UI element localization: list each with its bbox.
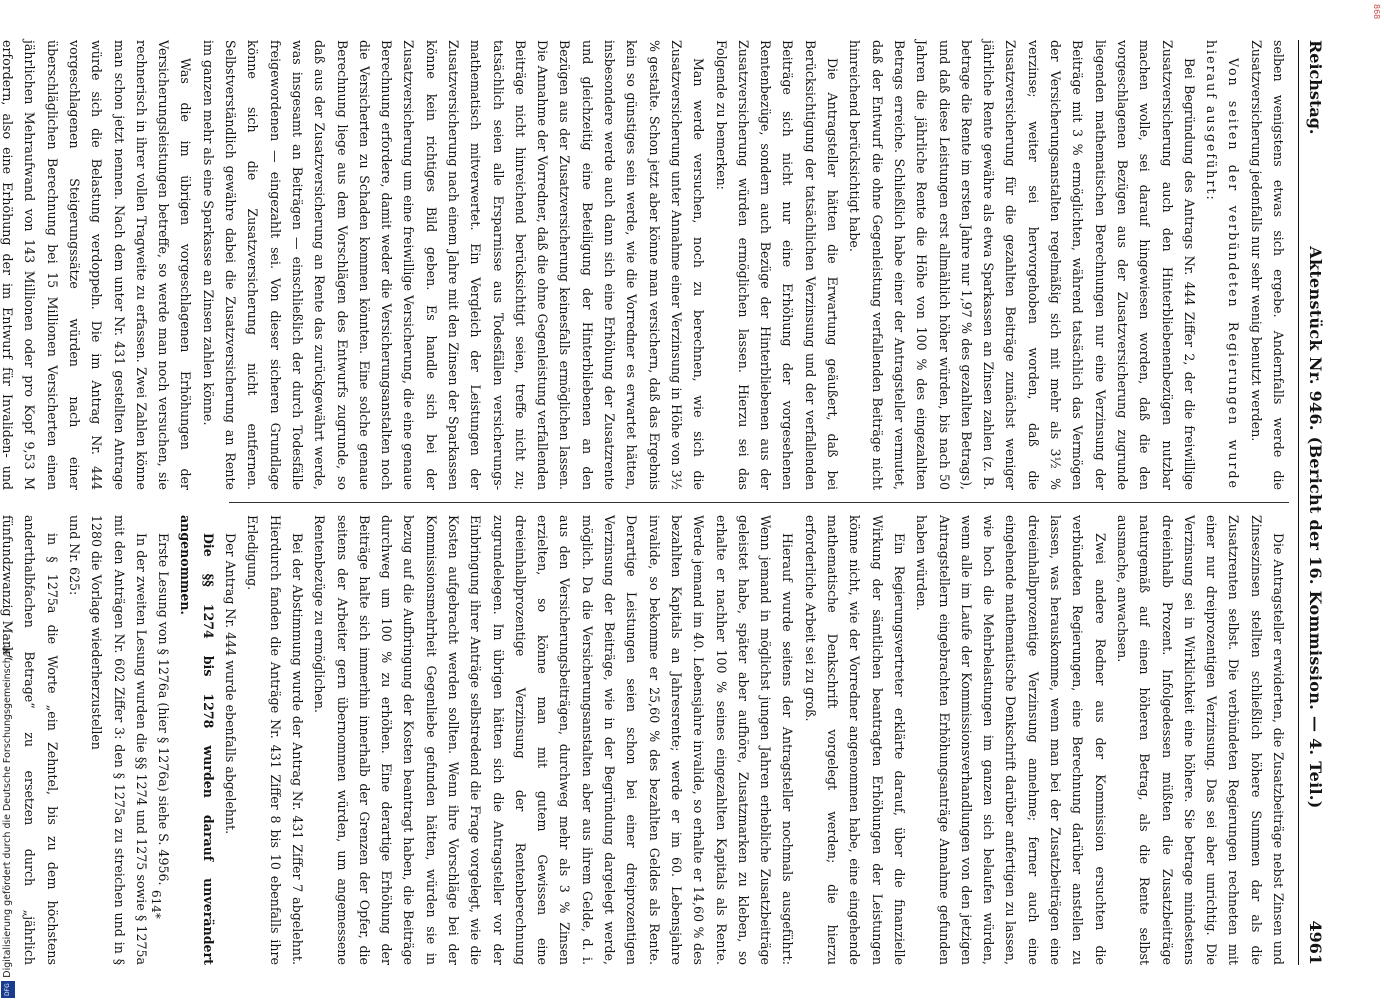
header-left: Reichstag. <box>1306 40 1326 135</box>
paragraph: Von seiten der verbündeten Regierungen wurde hierauf ausgeführt: <box>1204 40 1242 490</box>
credit-text: Digitalisierung gefördert durch die Deutsche Forschungsgemeinschaft - <box>2 638 13 978</box>
paragraph: Bei Begründung des Antrags Nr. 444 Ziffer 2, der die freiwillige Zusatzversicherung auch den Hinterbliebenenbezügen nutzbar machen wolle, sei darauf hingewiesen worden, daß die den vorgeschlagenen Bezügen aus der Zusatzversicherung zugrunde liegenden mathematischen Berechnungen nur eine Verzinsung der Beiträge mit 3 % ermöglichten, während tatsächlich das Vermögen der Versicherungsanstalten regelmäßig sich mit mehr als 3½ % verzinse; weiter sei hervorgehoben worden, daß die Zusatzversicherung für die gezahlten Beiträge zunächst weniger jährliche Rente gewähre als etwa Sparkassen an Zinsen zahlen (z. B. betrage die Rente im ersten Jahre nur 1,97 % des gezahlten Betrags), und daß diese Leistungen erst allmählich höher würden, bis nach 50 Jahren die jährliche Rente die Höhe von 100 % des eingezahlten Betrags erreiche. Schließlich habe einer der Antragsteller vermutet, daß der Entwurf die ohne Gegenleistung verfallenden Beiträge nicht hinreichend berücksichtigt habe. <box>847 40 1197 490</box>
folio-mark: 614* <box>149 890 163 919</box>
header-center: Aktenstück Nr. 946. (Bericht der 16. Kommission. — 4. Teil.) <box>1306 246 1326 809</box>
paragraph: Die §§ 1274 bis 1278 wurden darauf unverändert angenommen. <box>178 515 216 965</box>
paragraph: Erste Lesung von § 1276a (hier § 1276a) siehe S. 4956. <box>156 533 172 886</box>
paragraph: Die Antragsteller erwiderten, die Zusatzbeiträge nebst Zinsen und Zinseszinsen stellten schließlich höhere Summen dar als die Zusatzrenten selbst. Die verbündeten Regierungen rechneten mit einer nur dreiprozentigen Verzinsung. Das sei aber unrichtig. Die Verzinsung sei in Wirklichkeit eine höhere. Sie betrage mindestens dreieinhalb Prozent. Infolgedessen müßten die Zusatzbeiträge naturgemäß auf einen höheren Betrag, als die Rente selbst ausmache, anwachsen. <box>1114 515 1286 965</box>
paragraph: Zwei andere Redner aus der Kommission ersuchten die verbündeten Regierungen, eine Berechnung darüber anstellen zu lassen, was herauskomme, wenn man bei der Zusatzbeiträgen eine dreieinhalbprozentige Verzinsung annehme; ferner auch eine eingehende mathematische Denkschrift darüber anfertigen zu lassen, wie hoch die Mehrbelastungen im ganzen sich belaufen würden, wenn alle im Laufe der Kommissionsverhandlungen von den jetzigen Antragstellern eingebrachten Erhöhungsanträge Annahme gefunden haben würden. <box>914 515 1108 965</box>
paragraph: Ein Regierungsvertreter erklärte darauf, über die finanzielle Wirkung der sämtlichen beantragten Erhöhungen der Leistungen könne nicht, wie der Vorredner angenommen habe, eine eingehende mathematische Denkschrift vorgelegt werden; die hierzu erforderliche Arbeit sei zu groß. <box>802 515 907 965</box>
dfg-logo: DFG <box>1 981 15 998</box>
page-stamp: 868 <box>1372 4 1381 20</box>
paragraph: Bei der Abstimmung wurde der Antrag Nr. 431 Ziffer 7 abgelehnt. Hierdurch fanden die Anträge Nr. 431 Ziffer 8 bis 10 ebenfalls ihre Erledigung. <box>245 515 305 965</box>
paragraph: Die Antragsteller hätten die Erwartung geäußert, daß bei Berücksichtigung der tatsächlichen Verzinsung und der verfallenden Beiträge sich nicht nur eine Erhöhung der vorgesehenen Rentenbezüge, sondern auch Bezüge der Hinterbliebenen aus der Zusatzversicherung würden ermöglichen lassen. Hierzu sei das Folgende zu bemerken: <box>713 40 841 490</box>
paragraph: Der Antrag Nr. 444 wurde ebenfalls abgelehnt. <box>223 533 239 835</box>
right-column <box>0 515 1289 965</box>
paragraph: selben wenigstens etwas sich ergebe. Andernfalls werde die Zusatzversicherung jedenfalls nur sehr wenig benutzt werden. <box>1248 40 1286 490</box>
paragraph: und Nr. 625: <box>66 515 82 596</box>
paragraph: Man werde versuchen, noch zu berechnen, wie sich die Zusatzversicherung unter Annahme einer Verzinsung in Höhe von 3½ % gestalte. Schon jetzt aber könne man versichern, daß das Ergebnis kein so günstiges sein werde, wie die Vorredner es erwartet hätten, insbesondere werde auch dann sich eine Erhöhung der Zusatzrente und gleichzeitig eine Beteiligung der Hinterbliebenen an den Bezügen aus der Zusatzversicherung keinesfalls ermöglichen lassen. Die Annahme der Vorredner, daß die ohne Gegenleistung verfallenden Beiträge nicht hinreichend berücksichtigt seien, treffe nicht zu; tatsächlich seien alle Ersparnisse aus Todesfällen versicherungs-mathematisch mitverwertet. Ein Vergleich der Leistungen der Zusatzversicherung nach einem Jahre mit den Zinsen der Sparkassen könne kein richtiges Bild geben. Es handle sich bei der Zusatzversicherung um eine freiwillige Versicherung, die eine genaue Berechnung erfordere, damit weder die Versicherungsanstalten noch die Versicherten zu Schaden kommen könnten. Eine solche genaue Berechnung liege aus dem Vorschlägen des Entwurfs zugrunde, so daß aus der Zusatzversicherung an Rente das zurückgewährt werde, was insgesamt an Beiträgen — einschließlich der durch Todesfälle freigewordenen — eingezahlt sei. Von dieser sicheren Grundlage könne sich die Zusatzversicherung nicht entfernen. Selbstverständlich gewähre dabei die Zusatzversicherung an Rente im ganzen mehr als eine Sparkasse an Zinsen zahlen könne. <box>200 40 707 490</box>
paragraph: In der zweiten Lesung wurden die §§ 1274 und 1275 sowie § 1275a mit den Anträgen Nr. 602 Ziffer 3: den § 1275a zu streichen und in § 1280 die Vorlage wiederherzustellen <box>89 515 149 965</box>
paragraph: in § 1275a die Worte „ein Zehntel, bis zu dem höchstens anderthalbfachen Betrage“ zu ersetzen durch „jährlich fünfundzwanzig Mark“ <box>0 515 60 965</box>
left-column <box>0 40 1289 490</box>
running-header <box>1298 40 1333 965</box>
column-divider <box>229 502 1289 503</box>
page-number: 4961 <box>1306 920 1326 965</box>
paragraph: Hierauf wurde seitens der Antragsteller nochmals ausgeführt: Wenn jemand in möglichst jungen Jahren erhebliche Zusatzbeiträge geleistet habe, später aber aufhöre, Zusatzmarken zu kleben, so erhalte er nachher 100 % seines eingezahlten Kapitals als Rente. Werde jemand im 40. Lebensjahre invalide, so erhalte er 14,60 % des bezahlten Kapitals an Jahresrente; werde er im 60. Lebensjahre invalide, so bekomme er 25,60 % des bezahlten Geldes als Rente. Derartige Leistungen seien schon bei einer dreiprozentigen Verzinsung der Beiträge, wie in der Begründung dargelegt werde, möglich. Da die Versicherungsanstalten aber aus ihrem Gelde, d. i. aus den Versicherungsbeiträgen, durchweg mehr als 3 % Zinsen erzielten, so könne man mit gutem Gewissen eine dreieinhalbprozentige Verzinsung der Rentenberechnung zugrundelegen. Im übrigen hätten sich die Antragsteller vor der Einbringung ihrer Anträge selbstredend die Frage vorgelegt, wie die Kosten aufgebracht werden sollten. Wenn ihre Vorschläge bei der Kommissionsmehrheit Gegenliebe gefunden hätten, würden sie in bezug auf die Aufbringung der Kosten beantragt haben, die Beiträge durchweg um 100 % zu erhöhen. Eine derartige Erhöhung der Beiträge halte sich immerhin innerhalb der Grenzen der Opfer, die seitens der Arbeiter gern übernommen würden, um angemessene Rentenbezüge zu ermöglichen. <box>312 515 796 965</box>
paragraph: Was die im übrigen vorgeschlagenen Erhöhungen der Versicherungsleistungen betreffe, so werde man noch versuchen, sie rechnerisch in ihrer vollen Tragweite zu erfassen. Zwei Zahlen könne man schon jetzt nennen. Nach dem unter Nr. 431 gestellten Antrage würde sich die Belastung verdoppeln. Die im Antrag Nr. 444 vorgeschlagenen Steigerungssätze würden nach einer überschläglichen Berechnung bei 15 Millionen Versicherten einen jährlichen Mehraufwand von 143 Millionen oder pro Kopf 9,53 M erfordern, also eine Erhöhung der im Entwurf für Invaliden- und <box>0 40 194 490</box>
